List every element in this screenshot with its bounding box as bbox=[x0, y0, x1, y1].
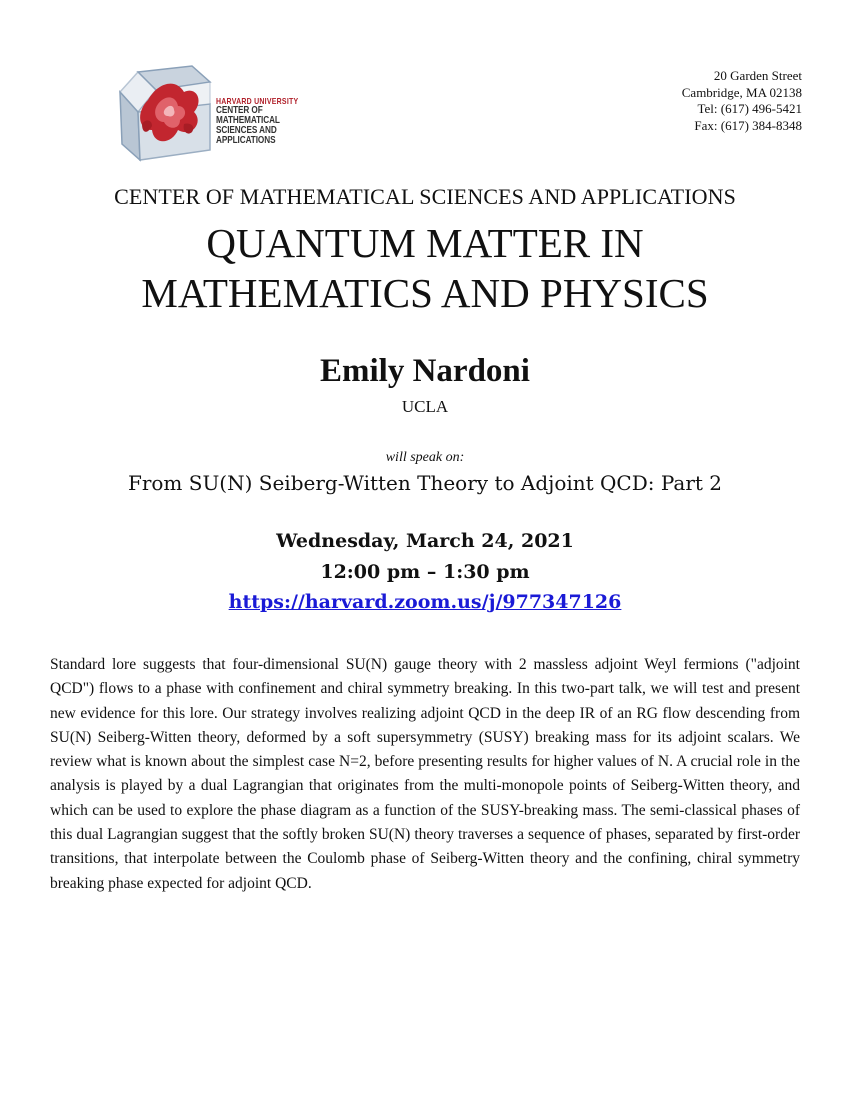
seminar-title bbox=[0, 218, 850, 318]
speaker-affiliation: UCLA bbox=[401, 397, 449, 416]
address-city: Cambridge, MA 02138 bbox=[681, 84, 802, 100]
address-fax: Fax: (617) 384-8348 bbox=[694, 117, 802, 133]
cmsa-logo bbox=[118, 64, 348, 164]
logo-wordmark bbox=[216, 96, 324, 146]
abstract-text: Standard lore suggests that four-dimensional SU(N) gauge theory with 2 massless adjoint Weyl fermions ("adjoint QCD") flows to a phase with confinement and chiral symmetry breaking. In this two-part talk, we will test and present new evidence for this lore. Our strategy involves realizing adjoint QCD in the deep IR of an RG flow descending from SU(N) Seiberg-Witten theory, deformed by a soft supersymmetry (SUSY) breaking mass for its adjoint scalars. We review what is known about the simplest case N=2, before presenting results for higher values of N. A crucial role in the analysis is played by a dual Lagrangian that originates from the multi-monopole points of Seiberg-Witten theory, and which can be used to explore the phase diagram as a function of the SUSY-breaking mass. The semi-classical phases of this dual Lagrangian suggest that the softly broken SU(N) theory traverses a sequence of phases, separated by first-order transitions, that interpolate between the Coulomb phase of Seiberg-Witten theory and the confining, chiral symmetry breaking phase expected for adjoint QCD. bbox=[50, 656, 800, 892]
seminar-title-line-1: QUANTUM MATTER IN bbox=[206, 220, 644, 266]
logo-line-center: CENTER OF MATHEMATICAL bbox=[216, 105, 280, 126]
speaker-name: Emily Nardoni bbox=[320, 353, 530, 389]
zoom-link[interactable]: https://harvard.zoom.us/j/977347126 bbox=[228, 591, 622, 613]
logo-line-sciences: SCIENCES AND APPLICATIONS bbox=[216, 125, 277, 146]
cmsa-cube-icon bbox=[118, 64, 214, 164]
address-block bbox=[682, 68, 802, 134]
zoom-link-line bbox=[0, 591, 850, 613]
seminar-title-line-2: MATHEMATICS AND PHYSICS bbox=[141, 270, 709, 316]
address-tel: Tel: (617) 496-5421 bbox=[697, 101, 802, 116]
address-street: 20 Garden Street bbox=[713, 68, 802, 83]
logo-line-harvard: HARVARD UNIVERSITY bbox=[216, 96, 299, 106]
center-name-heading: CENTER OF MATHEMATICAL SCIENCES AND APPLICATIONS bbox=[114, 184, 736, 209]
talk-title: From SU(N) Seiberg-Witten Theory to Adjoint QCD: Part 2 bbox=[127, 471, 723, 495]
will-speak-label: will speak on: bbox=[385, 450, 465, 465]
talk-date: Wednesday, March 24, 2021 bbox=[276, 530, 574, 552]
talk-time: 12:00 pm – 1:30 pm bbox=[320, 561, 530, 583]
